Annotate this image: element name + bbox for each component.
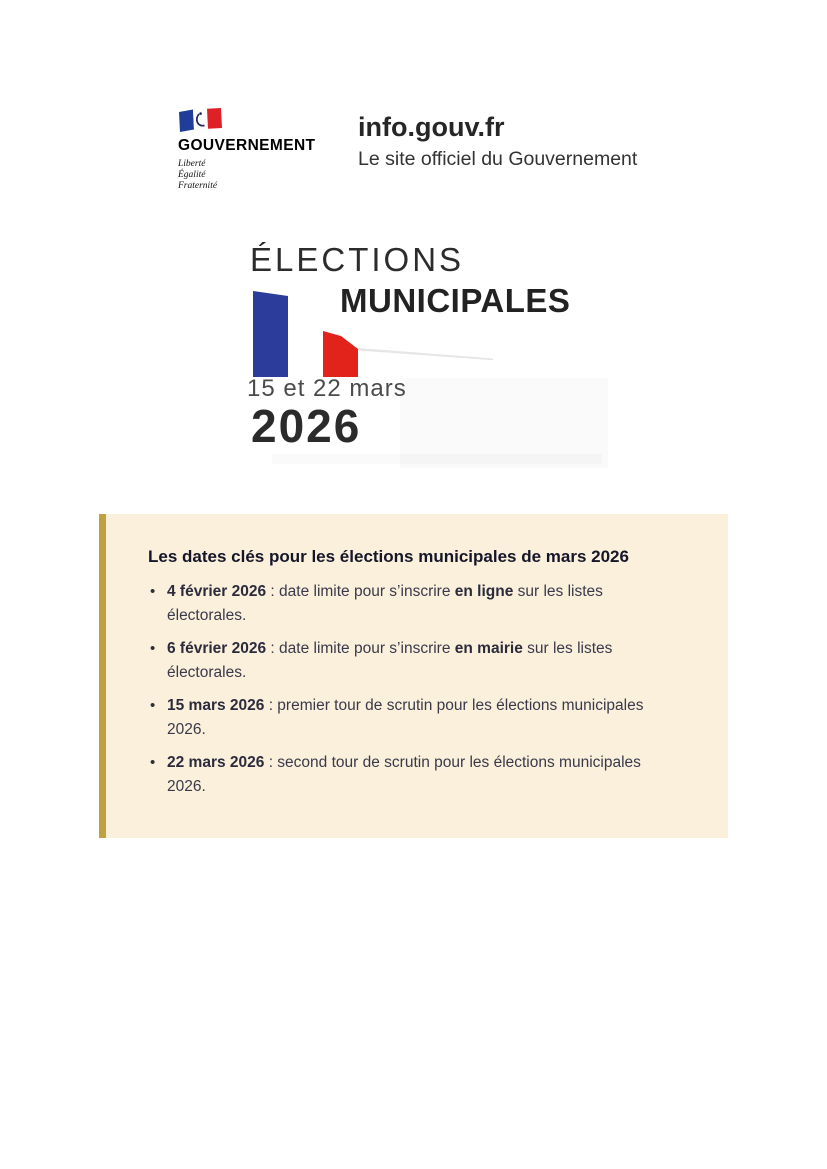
- key-dates-list: [148, 580, 678, 799]
- site-identity[interactable]: [358, 112, 637, 171]
- banner-title-elections: ÉLECTIONS: [250, 241, 465, 278]
- callout-title: Les dates clés pour les élections municipales de mars 2026: [148, 547, 629, 566]
- banner-election-year: 2026: [251, 400, 362, 452]
- french-flag-marianne-icon: [178, 108, 224, 134]
- item-emphasis: en ligne: [454, 583, 514, 600]
- site-subtitle: Le site officiel du Gouvernement: [358, 148, 638, 170]
- government-logo[interactable]: [178, 108, 328, 192]
- motto-egalite: Égalité: [178, 170, 206, 180]
- item-text: : date limite pour s’inscrire: [266, 640, 455, 657]
- item-text-line2: électorales.: [167, 664, 247, 681]
- list-item-second-round: [148, 751, 678, 799]
- banner-election-dates: 15 et 22 mars: [247, 375, 407, 402]
- government-wordmark: GOUVERNEMENT: [178, 137, 316, 154]
- item-date: 22 mars 2026: [167, 754, 265, 771]
- item-emphasis: en mairie: [454, 640, 523, 657]
- item-text: : second tour de scrutin pour les élections municipales 2026.: [167, 754, 641, 795]
- key-dates-callout: [99, 514, 728, 838]
- item-text-tail: sur les listes: [522, 640, 613, 657]
- site-title: info.gouv.fr: [358, 112, 505, 142]
- republic-motto: [178, 159, 328, 192]
- french-flag-swoosh-icon: [253, 286, 523, 378]
- motto-liberte: Liberté: [178, 159, 206, 169]
- site-header: [178, 108, 658, 198]
- list-item-online-deadline: [148, 580, 678, 628]
- item-date: 15 mars 2026: [167, 697, 265, 714]
- banner-background-ghost-band: [272, 454, 602, 464]
- banner-title-municipales: MUNICIPALES: [340, 282, 571, 319]
- item-date: 6 février 2026: [167, 640, 267, 657]
- item-text-tail: sur les listes électorales.: [167, 583, 603, 624]
- list-item-first-round: [148, 694, 678, 742]
- elections-banner: [222, 232, 622, 477]
- list-item-townhall-deadline: [148, 637, 678, 685]
- item-date: 4 février 2026: [167, 583, 267, 600]
- item-text: : premier tour de scrutin pour les élections municipales 2026.: [167, 697, 644, 738]
- motto-fraternite: Fraternité: [178, 181, 218, 191]
- item-text: : date limite pour s’inscrire: [266, 583, 455, 600]
